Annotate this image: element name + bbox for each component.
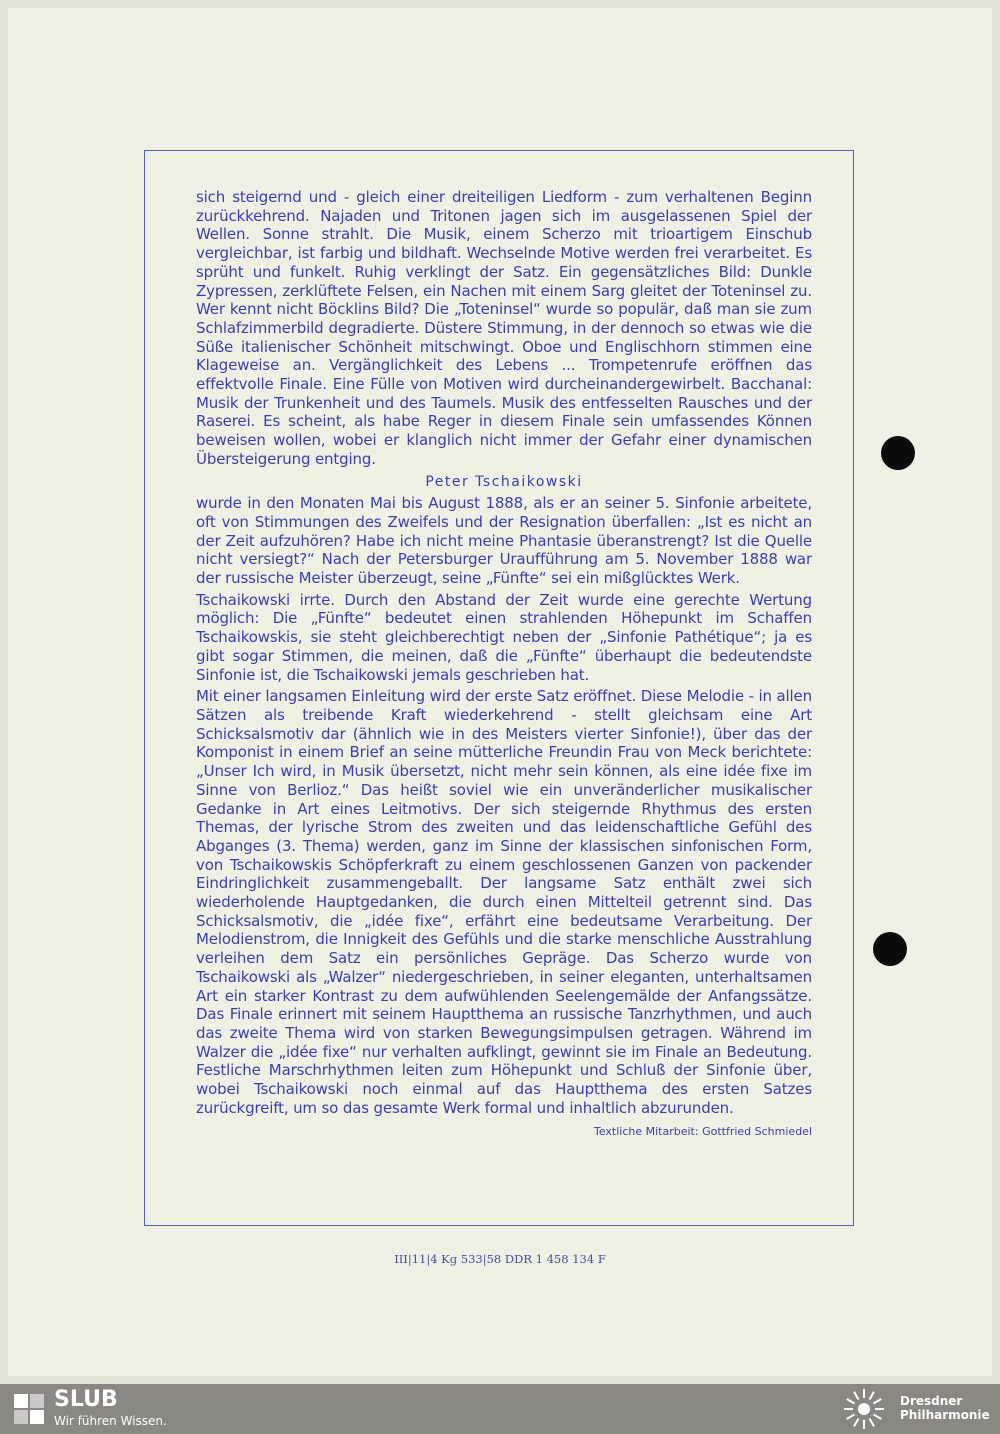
paragraph-fifth-symphony-doubts: wurde in den Monaten Mai bis August 1888, als er an seiner 5. Sinfonie arbeitete, oft von Stimmungen des Zweifels und der Resignation überfallen: „Ist es nicht an der Zeit aufzuhören? Habe ich nicht meine Phantasie überanstrengt? Ist die Quelle nicht versiegt?“ Nach der Petersburger Uraufführung am 5. November 1888 war der russische Meister überzeugt, seine „Fünfte“ sei ein mißglücktes Werk. (196, 494, 812, 588)
slub-logo-icon[interactable] (14, 1392, 44, 1426)
author-credit: Textliche Mitarbeit: Gottfried Schmiedel (593, 1125, 812, 1139)
partner-line-2: Philharmonie (900, 1408, 990, 1422)
paragraph-movements-description: Mit einer langsamen Einleitung wird der erste Satz eröffnet. Diese Melodie - in allen Sätzen als treibende Kraft wiederkehrend - stellt gleichsam eine Art Schicksalsmotiv dar (ähnlich wie in des Meisters vierter Sinfonie!), über das der Komponist in einem Brief an seine mütterliche Freundin Frau von Meck berichtete: „Unser Ich wird, in Musik übersetzt, nicht mehr sein können, als eine idée fixe im Sinne von Berlioz.“ Das heißt soviel wie ein unveränderlicher musikalischer Gedanke in Art eines Leitmotivs. Der sich steigernde Rhythmus des ersten Themas, der lyrische Strom des zweiten und das leidenschaftliche Gefühl des Abganges (3. Thema) werden, ganz im Sinne der klassischen sinfonischen Form, von Tschaikowskis Schöpferkraft zu einem geschlossenen Ganzen von packender Eindringlichkeit zusammengeballt. Der langsame Satz enthält zwei sich wiederholende Hauptgedanken, die durch einen Mittelteil getrennt sind. Das Schicksalsmotiv, die „idée fixe“, erfährt eine bedeutsame Verarbeitung. Der Melodienstrom, die Innigkeit des Gefühls und die starke menschliche Ausstrahlung verleihen dem Satz ein persönliches Gepräge. Das Scherzo wurde von Tschaikowski als „Walzer“ niedergeschrieben, in seiner eleganten, unterhaltsamen Art ein starker Kontrast zu dem aufwühlenden Seelengemälde der Anfangssätze. Das Finale erinnert mit seinem Hauptthema an russische Tanzrhythmen, und auch das zweite Thema wird von starken Bewegungsimpulsen getragen. Während im Walzer die „idée fixe“ nur verhalten aufklingt, gewinnt sie im Finale an Bedeutung. Festliche Marschrhythmen leiten zum Höhepunkt und Schluß der Sinfonie über, wobei Tschaikowski noch einmal auf das Hauptthema des ersten Satzes zurückgreift, um so das gesamte Werk formal und inhaltlich abzurunden. (196, 687, 812, 1117)
paragraph-reger-continuation: sich steigernd und - gleich einer dreiteiligen Liedform - zum verhaltenen Beginn zurückkehrend. Najaden und Tritonen jagen sich im ausgelassenen Spiel der Wellen. Sonne strahlt. Die Musik, einem Scherzo mit trioartigem Einschub vergleichbar, ist farbig und bildhaft. Wechselnde Motive werden frei verarbeitet. Es sprüht und funkelt. Ruhig verklingt der Satz. Ein gegensätzliches Bild: Dunkle Zypressen, zerklüftete Felsen, ein Nachen mit einem Sarg gleitet der Toteninsel zu. Wer kennt nicht Böcklins Bild? Die „Toteninsel“ wurde so populär, daß man sie zum Schlafzimmerbild degradierte. Düstere Stimmung, in der dennoch so etwas wie die Süße italienischer Schönheit mitschwingt. Oboe und Englischhorn stimmen eine Klageweise an. Vergänglichkeit des Lebens ... Trompetenrufe eröffnen das effektvolle Finale. Eine Fülle von Motiven wird durcheinandergewirbelt. Bacchanal: Musik der Trunkenheit und des Taumels. Musik des entfesselten Rausches und der Raserei. Es scheint, als habe Reger in diesem Finale sein umfassendes Können beweisen wollen, wobei er klanglich nicht immer der Gefahr einer dynamischen Übersteigerung entging. (196, 188, 812, 468)
program-text (196, 188, 812, 1142)
section-heading-tschaikowski: Peter Tschaikowski (425, 473, 583, 490)
slub-claim: Wir führen Wissen. (54, 1414, 167, 1428)
partner-line-1: Dresdner (900, 1394, 963, 1408)
print-license-code: III|11|4 Kg 533|58 DDR 1 458 134 F (394, 1252, 606, 1266)
dresdner-philharmonie-logo-icon[interactable] (840, 1387, 888, 1431)
punch-hole-lower (873, 932, 907, 966)
dresdner-philharmonie-name[interactable] (900, 1394, 990, 1422)
punch-hole-upper (881, 436, 915, 470)
slub-name[interactable]: SLUB (54, 1387, 118, 1412)
paragraph-fifth-symphony-evaluation: Tschaikowski irrte. Durch den Abstand der Zeit wurde eine gerechte Wertung möglich: Die „Fünfte“ bedeutet einen strahlenden Höhepunkt im Schaffen Tschaikowskis, sie steht gleichberechtigt neben der „Sinfonie Pathétique“; ja es gibt sogar Stimmen, die meinen, daß die „Fünfte“ überhaupt die bedeutendste Sinfonie ist, die Tschaikowski jemals geschrieben hat. (196, 590, 812, 684)
footer-bar (0, 1384, 1000, 1434)
